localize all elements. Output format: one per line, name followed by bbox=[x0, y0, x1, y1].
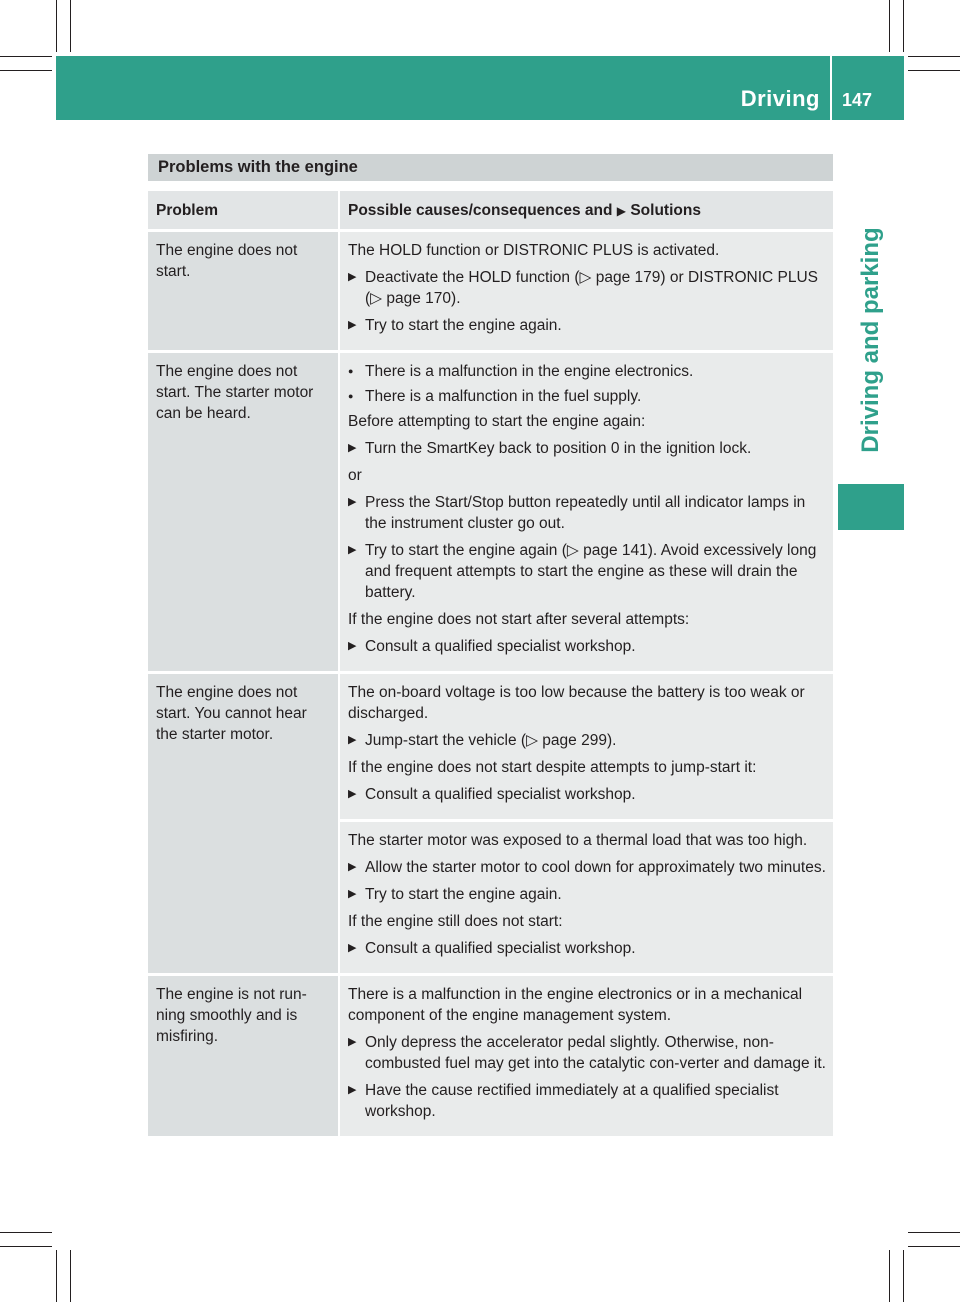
step-text: Consult a qualified specialist workshop. bbox=[365, 638, 636, 655]
side-tab-label: Driving and parking bbox=[857, 227, 884, 453]
step-arrow-icon: ▶ bbox=[348, 942, 357, 954]
section-title: Problems with the engine bbox=[148, 154, 833, 181]
step-arrow-icon: ▶ bbox=[348, 271, 357, 283]
header-problem: Problem bbox=[148, 191, 340, 229]
paragraph: or bbox=[348, 467, 362, 484]
crop-mark bbox=[0, 1246, 52, 1247]
step-text: Allow the starter motor to cool down for approximately two minutes. bbox=[365, 859, 826, 876]
instruction-step bbox=[348, 540, 827, 603]
header-causes bbox=[340, 191, 833, 229]
crop-mark bbox=[903, 0, 904, 52]
table-row bbox=[148, 674, 833, 819]
step-arrow-icon: ▶ bbox=[348, 319, 357, 331]
instruction-step bbox=[348, 730, 827, 751]
instruction-step bbox=[348, 315, 827, 336]
step-text: Deactivate the HOLD function (▷ page 179) or DISTRONIC PLUS (▷ page 170). bbox=[365, 269, 818, 307]
step-arrow-icon: ▶ bbox=[348, 496, 357, 508]
instruction-step bbox=[348, 1032, 827, 1074]
header-causes-suffix: Solutions bbox=[630, 202, 701, 219]
solution-cell bbox=[340, 822, 833, 973]
paragraph: If the engine does not start after several attempts: bbox=[348, 611, 690, 628]
page-number: 147 bbox=[842, 90, 873, 110]
problems-table bbox=[148, 188, 833, 1139]
instruction-step bbox=[348, 857, 827, 878]
instruction-step bbox=[348, 438, 827, 459]
header-causes-prefix: Possible causes/consequences and bbox=[348, 202, 613, 219]
step-text: There is a malfunction in the fuel supply. bbox=[365, 388, 642, 405]
crop-mark bbox=[908, 1232, 960, 1233]
step-text: Consult a qualified specialist workshop. bbox=[365, 786, 636, 803]
header-section-title: Driving bbox=[740, 86, 820, 111]
solution-cell bbox=[340, 674, 833, 819]
paragraph: The starter motor was exposed to a thermal load that was too high. bbox=[348, 832, 808, 849]
table-row bbox=[148, 976, 833, 1136]
paragraph: If the engine does not start despite attempts to jump-start it: bbox=[348, 759, 757, 776]
crop-mark bbox=[889, 0, 890, 52]
paragraph: There is a malfunction in the engine electronics or in a mechanical component of the engine management system. bbox=[348, 986, 803, 1024]
bullet-icon: ● bbox=[348, 366, 354, 376]
step-text: Try to start the engine again. bbox=[365, 317, 562, 334]
step-arrow-icon: ▶ bbox=[348, 442, 357, 454]
solution-arrow-icon: ▶ bbox=[616, 204, 627, 218]
crop-mark bbox=[56, 1250, 57, 1302]
instruction-step bbox=[348, 267, 827, 309]
step-arrow-icon: ▶ bbox=[348, 640, 357, 652]
crop-mark bbox=[70, 1250, 71, 1302]
step-text: Have the cause rectified immediately at a qualified specialist workshop. bbox=[365, 1082, 779, 1120]
step-text: Press the Start/Stop button repeatedly until all indicator lamps in the instrument cluster go out. bbox=[365, 494, 806, 532]
crop-mark bbox=[908, 70, 960, 71]
step-text: Only depress the accelerator pedal slightly. Otherwise, non-combusted fuel may get into the catalytic con-verter and damage it. bbox=[365, 1034, 826, 1072]
step-text: Try to start the engine again (▷ page 141). Avoid excessively long and frequent attempts to start the engine as these will drain the battery. bbox=[365, 542, 817, 601]
paragraph: Before attempting to start the engine again: bbox=[348, 413, 646, 430]
step-text: There is a malfunction in the engine electronics. bbox=[365, 363, 694, 380]
crop-mark bbox=[903, 1250, 904, 1302]
problem-cell: The engine is not run-ning smoothly and is misfiring. bbox=[148, 976, 340, 1136]
problem-cell: The engine does not start. You cannot hear the starter motor. bbox=[148, 674, 340, 973]
step-arrow-icon: ▶ bbox=[348, 861, 357, 873]
crop-mark bbox=[0, 56, 52, 57]
instruction-step bbox=[348, 784, 827, 805]
instruction-step bbox=[348, 938, 827, 959]
step-text: Consult a qualified specialist workshop. bbox=[365, 940, 636, 957]
bullet-item bbox=[348, 361, 827, 382]
instruction-step bbox=[348, 492, 827, 534]
step-text: Try to start the engine again. bbox=[365, 886, 562, 903]
crop-mark bbox=[908, 56, 960, 57]
paragraph: The on-board voltage is too low because the battery is too weak or discharged. bbox=[348, 684, 805, 722]
solution-cell bbox=[340, 353, 833, 671]
paragraph: If the engine still does not start: bbox=[348, 913, 563, 930]
crop-mark bbox=[0, 1232, 52, 1233]
crop-mark bbox=[0, 70, 52, 71]
table-header-row bbox=[148, 191, 833, 229]
crop-mark bbox=[889, 1250, 890, 1302]
bullet-icon: ● bbox=[348, 391, 354, 401]
instruction-step bbox=[348, 636, 827, 657]
paragraph: The HOLD function or DISTRONIC PLUS is activated. bbox=[348, 242, 720, 259]
solution-cell bbox=[340, 976, 833, 1136]
table-row bbox=[148, 353, 833, 671]
step-arrow-icon: ▶ bbox=[348, 734, 357, 746]
bullet-item bbox=[348, 386, 827, 407]
step-arrow-icon: ▶ bbox=[348, 1036, 357, 1048]
step-text: Turn the SmartKey back to position 0 in the ignition lock. bbox=[365, 440, 752, 457]
crop-mark bbox=[908, 1246, 960, 1247]
table-row bbox=[148, 232, 833, 350]
step-arrow-icon: ▶ bbox=[348, 788, 357, 800]
problem-cell: The engine does not start. The starter motor can be heard. bbox=[148, 353, 340, 671]
crop-mark bbox=[70, 0, 71, 52]
header-divider bbox=[830, 56, 832, 120]
solution-cell bbox=[340, 232, 833, 350]
step-arrow-icon: ▶ bbox=[348, 1084, 357, 1096]
instruction-step bbox=[348, 884, 827, 905]
step-text: Jump-start the vehicle (▷ page 299). bbox=[365, 732, 617, 749]
step-arrow-icon: ▶ bbox=[348, 544, 357, 556]
problem-cell: The engine does not start. bbox=[148, 232, 340, 350]
instruction-step bbox=[348, 1080, 827, 1122]
step-arrow-icon: ▶ bbox=[348, 888, 357, 900]
side-tab-marker bbox=[838, 484, 904, 530]
crop-mark bbox=[56, 0, 57, 52]
